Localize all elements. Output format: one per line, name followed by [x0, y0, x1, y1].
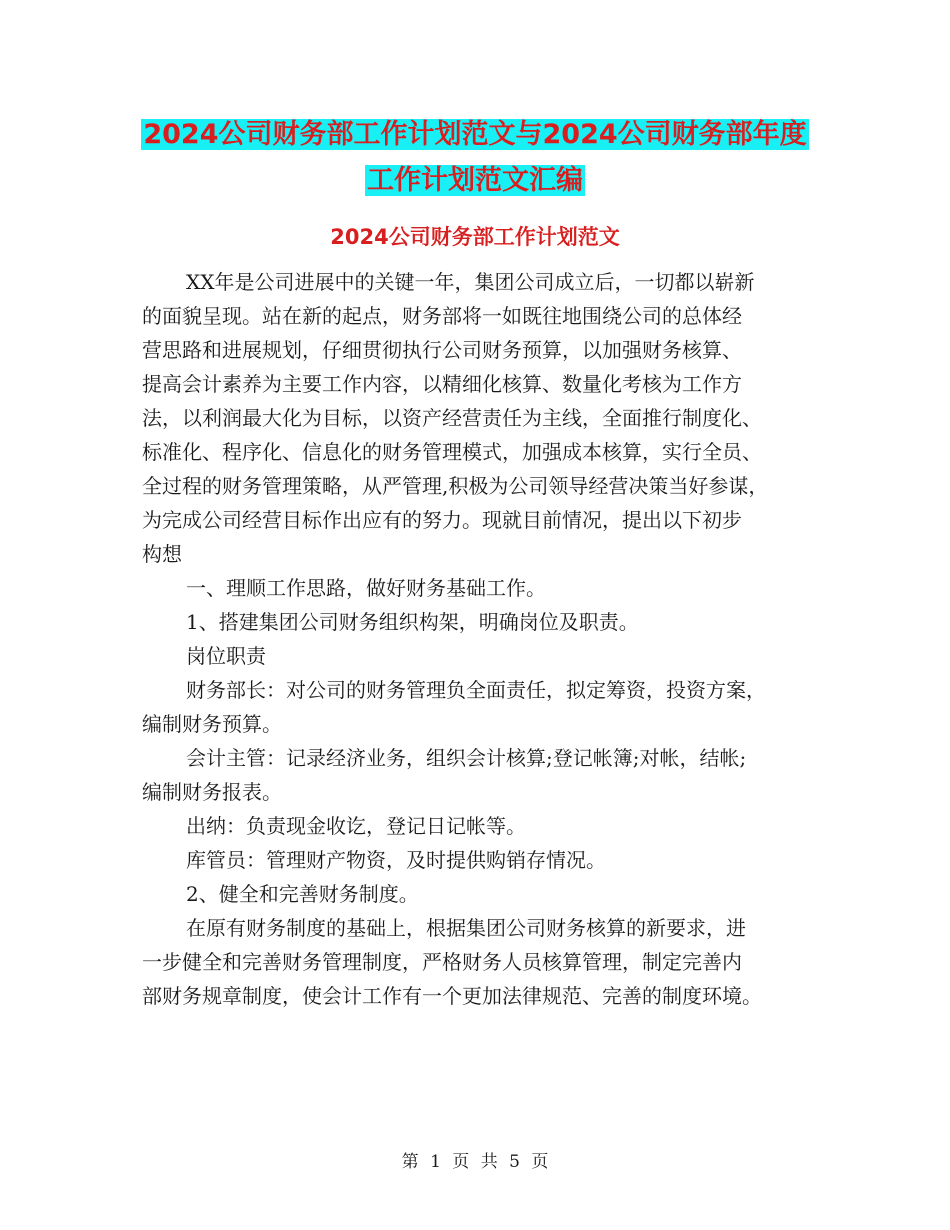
section-title: 2024公司财务部工作计划范文 [330, 225, 620, 249]
document-title-line-1: 2024公司财务部工作计划范文与2024公司财务部年度 [143, 119, 807, 150]
body-line: 提高会计素养为主要工作内容，以精细化核算、数量化考核为工作方 [142, 372, 742, 396]
body-line: 会计主管：记录经济业务，组织会计核算;登记帐簿;对帐，结帐; [186, 746, 747, 770]
body-line: 部财务规章制度，使会计工作有一个更加法律规范、完善的制度环境。 [142, 984, 762, 1008]
page-footer: 第 1 页 共 5 页 [401, 1152, 549, 1172]
body-line: 在原有财务制度的基础上，根据集团公司财务核算的新要求，进 [186, 916, 746, 940]
body-line: XX年是公司进展中的关键一年，集团公司成立后，一切都以崭新 [186, 270, 755, 294]
body-text [142, 265, 812, 1013]
body-line: 一、理顺工作思路，做好财务基础工作。 [186, 576, 546, 600]
body-line: 财务部长：对公司的财务管理负全面责任，拟定筹资，投资方案， [186, 678, 766, 702]
body-line: 的面貌呈现。站在新的起点，财务部将一如既往地围绕公司的总体经 [142, 304, 742, 328]
body-line: 出纳：负责现金收讫，登记日记帐等。 [186, 814, 526, 838]
body-line: 营思路和进展规划，仔细贯彻执行公司财务预算，以加强财务核算、 [142, 338, 742, 362]
body-line: 2、健全和完善财务制度。 [186, 882, 419, 906]
body-line: 库管员：管理财产物资，及时提供购销存情况。 [186, 848, 606, 872]
body-line: 岗位职责 [186, 644, 266, 668]
body-line: 1、搭建集团公司财务组织构架，明确岗位及职责。 [186, 610, 639, 634]
body-line: 标准化、程序化、信息化的财务管理模式，加强成本核算，实行全员、 [142, 440, 762, 464]
body-line: 全过程的财务管理策略，从严管理,积极为公司领导经营决策当好参谋， [142, 474, 769, 498]
body-line: 一步健全和完善财务管理制度，严格财务人员核算管理，制定完善内 [142, 950, 742, 974]
body-line: 为完成公司经营目标作出应有的努力。现就目前情况，提出以下初步 [142, 508, 742, 532]
body-line: 编制财务报表。 [142, 780, 282, 804]
body-line: 法，以利润最大化为目标，以资产经营责任为主线，全面推行制度化、 [142, 406, 762, 430]
body-line: 编制财务预算。 [142, 712, 282, 736]
document-title-line-2: 工作计划范文汇编 [367, 165, 583, 196]
document-title [0, 112, 950, 204]
body-line: 构想 [142, 542, 182, 566]
